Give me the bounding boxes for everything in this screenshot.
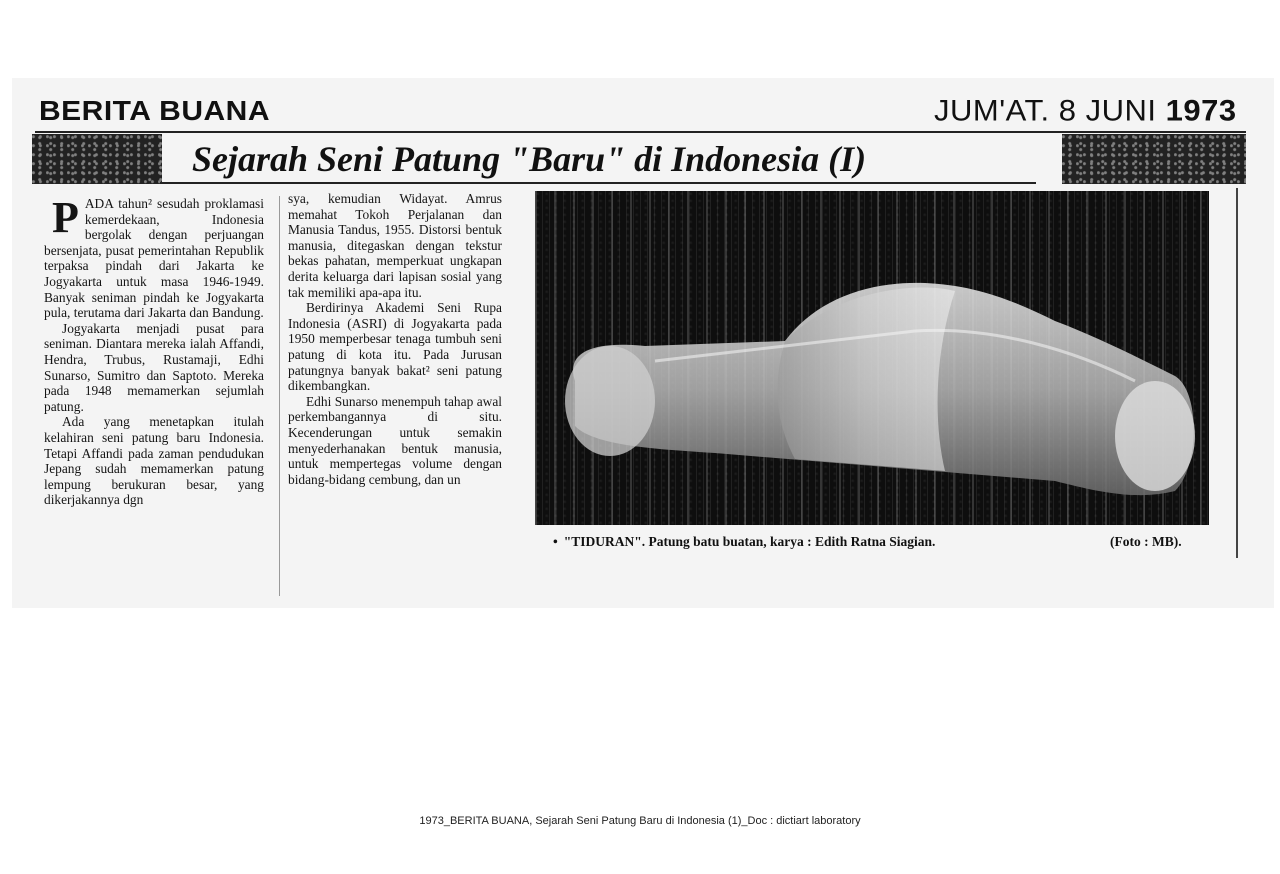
sculpture-shoulder — [778, 288, 955, 471]
article-headline: Sejarah Seni Patung "Baru" di Indonesia (I) — [192, 139, 867, 179]
column-divider — [279, 196, 280, 596]
column-1-paragraph-3: Ada yang menetapkan itulah kelahiran seni patung baru Indonesia. Tetapi Affandi pada zaman pendudukan Jepang sudah memamerkan patung lempung berukuran besar, yang dikerjakannya dgn — [44, 414, 264, 508]
document-caption: 1973_BERITA BUANA, Sejarah Seni Patung Baru di Indonesia (1)_Doc : dictiart laboratory — [419, 815, 861, 827]
article-column-2 — [288, 191, 502, 487]
caption-bullet: • — [553, 534, 558, 549]
frame-rule-right — [1236, 188, 1238, 558]
headline-underline — [160, 182, 1036, 184]
article-column-1 — [44, 193, 264, 508]
column-2-paragraph-2: Berdirinya Akademi Seni Rupa Indonesia (ASRI) di Jogyakarta pada 1950 memperbesar tenaga tumbuh seni patung di kota itu. Pada Jurusan patungnya banyak bakat² seni patung dikembangkan. — [288, 300, 502, 394]
photo-caption-text: "TIDURAN". Patung batu buatan, karya : Edith Ratna Siagian. — [563, 534, 936, 549]
column-2-paragraph-1: sya, kemudian Widayat. Amrus memahat Tokoh Perjalanan dan Manusia Tandus, 1955. Distorsi bentuk manusia, ditegaskan dengan tekstur bekas pahatan, memperkuat ungkapan derita keluarga dari lapisan sosial yang tak memiliki apa-apa itu. — [288, 191, 502, 300]
newspaper-masthead: BERITA BUANA — [39, 96, 270, 127]
headline-bar-right-texture — [1062, 134, 1246, 184]
column-1-paragraph-1: ADA tahun² sesudah proklamasi kemerdekaan, Indonesia bergolak dengan perjuangan bersenjata, pusat pemerintahan Republik terpaksa pindah dari Jakarta ke Jogyakarta untuk masa 1946-1949. Banyak seniman pindah ke Jogyakarta pula, terutama dari Jakarta dan Bandung. — [44, 196, 264, 321]
sculpture-foot-end — [1115, 381, 1195, 491]
photo-caption — [553, 533, 935, 551]
photo-credit: (Foto : MB). — [1110, 534, 1182, 549]
issue-year: 1973 — [1165, 94, 1237, 128]
header-rule — [274, 131, 1246, 133]
masthead-rule — [35, 131, 275, 133]
issue-date-text: JUM'AT. 8 JUNI — [934, 94, 1166, 128]
column-2-paragraph-3: Edhi Sunarso menempuh tahap awal perkembangannya di situ. Kecenderungan untuk semakin menyederhanakan bentuk manusia, untuk mempertegas volume dengan bidang-bidang cembung, dan un — [288, 393, 502, 487]
headline-bar — [32, 134, 1246, 184]
headline-bar-left-texture — [32, 134, 162, 184]
reclining-sculpture-illustration — [535, 191, 1209, 525]
sculpture-photo — [535, 191, 1209, 525]
drop-cap: P — [52, 193, 79, 242]
column-1-paragraph-2: Jogyakarta menjadi pusat para seniman. Diantara mereka ialah Affandi, Hendra, Trubus, Rustamaji, Edhi Sunarso, Sumitro dan Saptoto. Mereka pada 1948 memamerkan sejumlah patung. — [44, 320, 264, 414]
issue-date — [934, 94, 1237, 128]
sculpture-head-end — [565, 346, 655, 456]
